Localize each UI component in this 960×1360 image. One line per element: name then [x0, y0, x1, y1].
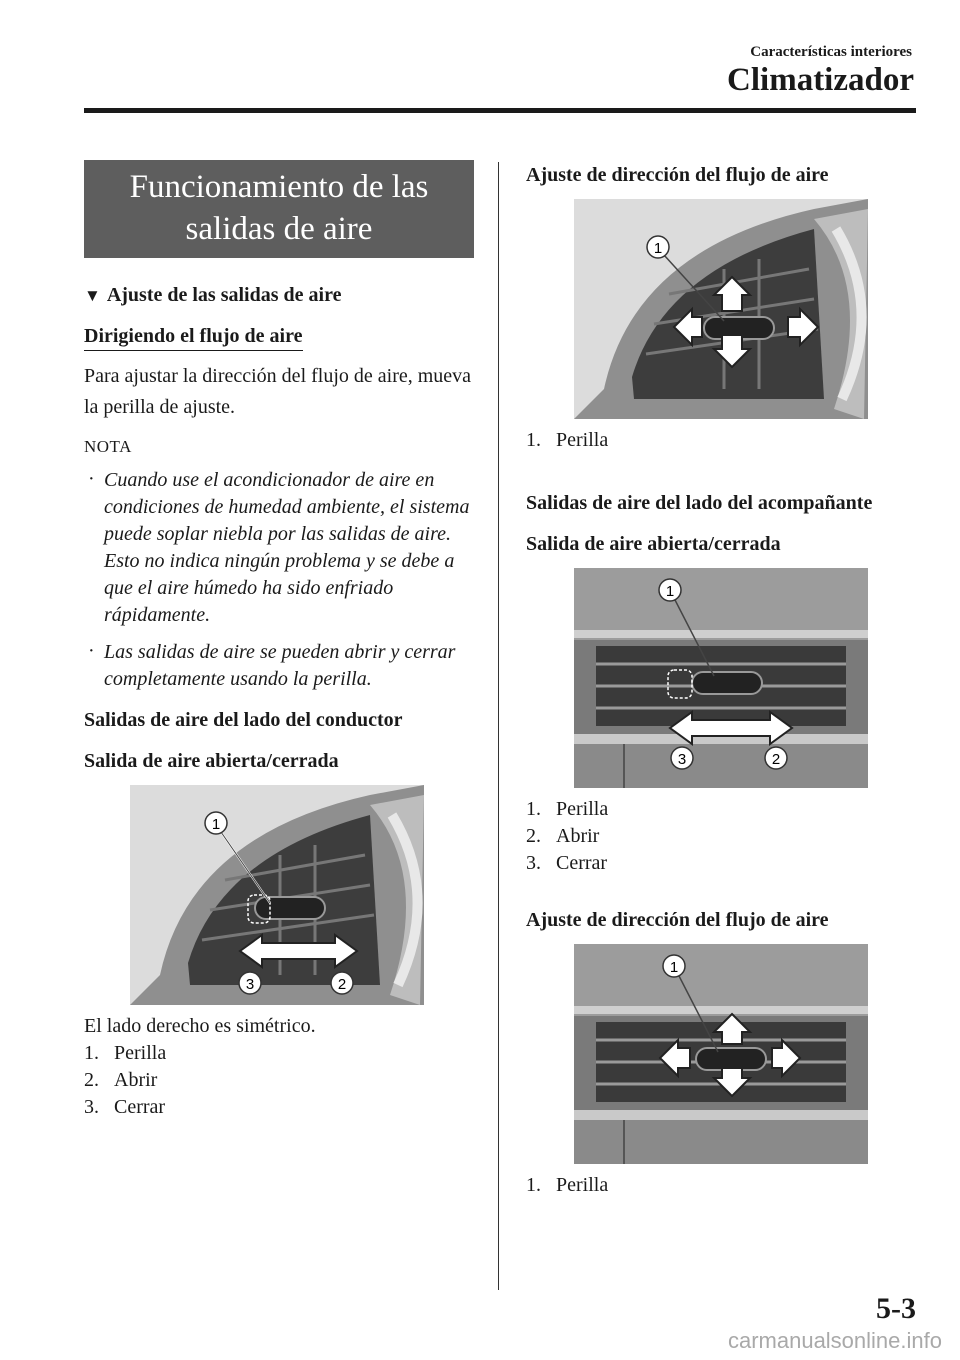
callout-label: 1	[653, 240, 663, 257]
callout-label: 1	[669, 959, 679, 976]
list-item: 2. Abrir	[526, 825, 600, 847]
left-column	[84, 160, 474, 1121]
callout-label: 3	[677, 751, 687, 768]
callout-list	[84, 1040, 474, 1121]
note-item	[84, 639, 474, 693]
direction-heading-passenger: Ajuste de dirección del flujo de aire	[526, 909, 829, 931]
watermark: carmanualsonline.info	[727, 1328, 942, 1353]
list-item: 1. Perilla	[526, 798, 609, 820]
direction-heading-driver: Ajuste de dirección del flujo de aire	[526, 164, 829, 186]
callout-label: 1	[211, 816, 221, 833]
page-title: Funcionamiento de las salidas de aire	[84, 160, 474, 258]
callout-list	[526, 1172, 876, 1199]
passenger-vent-open-close-figure	[574, 568, 868, 788]
callout-label: 2	[771, 751, 781, 768]
list-item: 2. Abrir	[84, 1069, 158, 1091]
passenger-vent-direction-figure	[574, 944, 868, 1164]
page-number: 5-3	[876, 1292, 916, 1325]
symmetric-note: El lado derecho es simétrico.	[84, 1015, 316, 1037]
subsection-heading	[84, 284, 474, 307]
list-item: 3. Cerrar	[526, 852, 608, 874]
header-rule	[84, 108, 916, 113]
driver-vent-direction-figure	[574, 199, 868, 419]
note-item	[84, 467, 474, 629]
chapter-title: Climatizador	[727, 62, 914, 98]
driver-side-heading: Salidas de aire del lado del conductor	[84, 709, 403, 731]
note-text: Las salidas de aire se pueden abrir y cerrar completamente usando la perilla.	[104, 641, 456, 690]
right-column	[526, 160, 876, 1199]
callout-list	[526, 427, 876, 454]
bullet-icon: ·	[88, 468, 95, 490]
open-close-heading-passenger: Salida de aire abierta/cerrada	[526, 533, 781, 555]
callout-list	[526, 796, 876, 877]
intro-paragraph: Para ajustar la dirección del flujo de aire, mueva la perilla de ajuste.	[84, 365, 472, 418]
list-item: 1. Perilla	[84, 1042, 167, 1064]
note-text: Cuando use el acondicionador de aire en condiciones de humedad ambiente, el sistema puede soplar niebla por las salidas de aire. Esto no indica ningún problema y se debe a que el aire húmedo ha sido enfriado rápidamente.	[104, 469, 470, 626]
list-item: 3. Cerrar	[84, 1096, 166, 1118]
list-item: 1. Perilla	[526, 429, 609, 451]
list-item: 1. Perilla	[526, 1174, 609, 1196]
bullet-icon: ·	[88, 640, 95, 662]
callout-label: 1	[665, 583, 675, 600]
subsection-heading-text: Ajuste de las salidas de aire	[106, 284, 342, 306]
column-divider	[498, 162, 499, 1290]
passenger-side-heading: Salidas de aire del lado del acompañante	[526, 492, 873, 514]
section-title: Características interiores	[750, 44, 912, 60]
directing-heading: Dirigiendo el flujo de aire	[84, 325, 303, 351]
open-close-heading: Salida de aire abierta/cerrada	[84, 750, 339, 772]
driver-vent-open-close-figure	[130, 785, 424, 1005]
callout-label: 3	[245, 976, 255, 993]
note-label: NOTA	[84, 437, 132, 456]
triangle-marker-icon: ▼	[84, 286, 101, 305]
callout-label: 2	[337, 976, 347, 993]
